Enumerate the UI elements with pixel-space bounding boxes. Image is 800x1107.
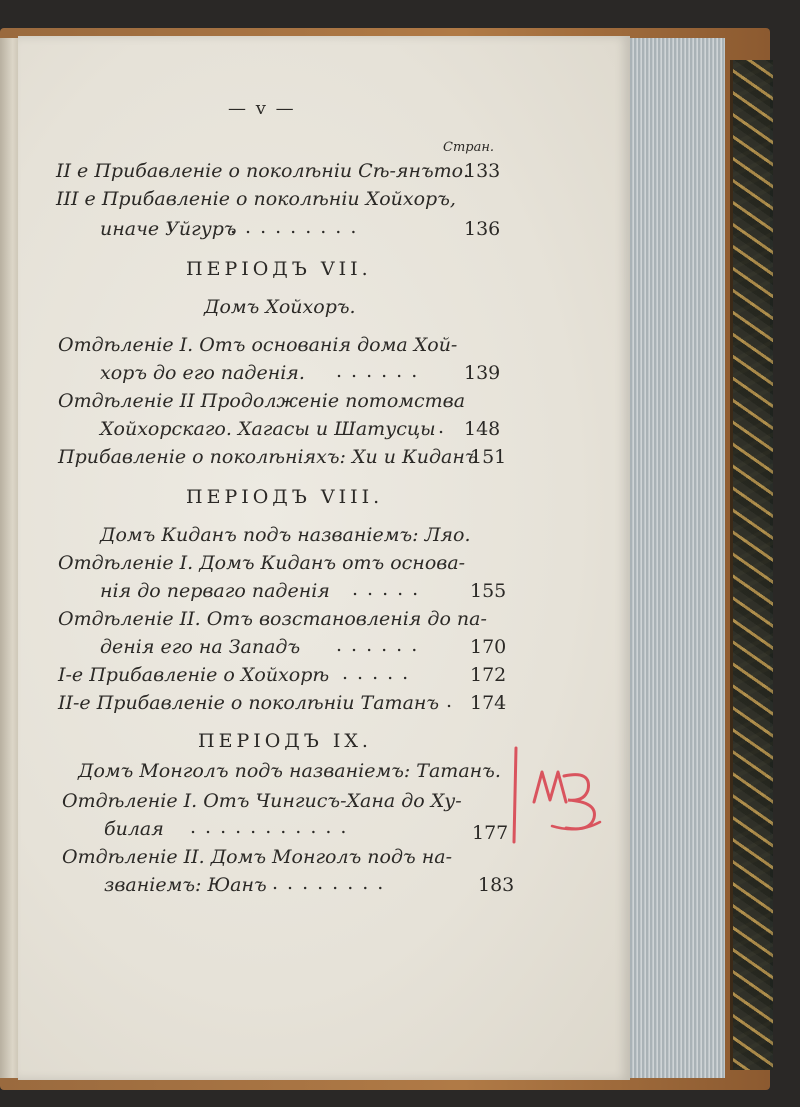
page-numeral: — v —	[228, 98, 296, 119]
toc-line: нія до перваго паденія	[100, 580, 330, 602]
period-heading: ПЕРІОДЪ IX.	[198, 730, 372, 752]
toc-line: иначе Уйгуръ	[100, 218, 237, 240]
toc-page-number: 139	[464, 362, 501, 384]
leader-dots: .........	[230, 216, 366, 238]
toc-line: званіемъ: Юанъ	[104, 874, 267, 896]
leader-dots: ........	[272, 872, 393, 894]
toc-line: Прибавленіе о поколѣніяхъ: Хи и Киданъ	[58, 446, 478, 468]
toc-line: II е Прибавленіе о поколѣніи Сѣ-янъто.	[56, 160, 470, 182]
toc-page-number: 170	[470, 636, 507, 658]
section-heading: Домъ Хойхоръ.	[204, 296, 356, 318]
leader-dots: ......	[336, 634, 427, 656]
toc-page-number: 136	[464, 218, 501, 240]
section-heading: Домъ Киданъ подъ названіемъ: Ляо.	[100, 524, 471, 546]
toc-line: II-е Прибавленіе о поколѣніи Татанъ	[58, 692, 440, 714]
leader-dots: ......	[336, 360, 427, 382]
toc-line: III е Прибавленіе о поколѣніи Хойхоръ,	[56, 188, 456, 210]
toc-line: Отдѣленіе I. Отъ основанія дома Хой-	[58, 334, 458, 356]
page-fore-edge	[628, 38, 725, 1078]
toc-line: Отдѣленіе II. Отъ возстановленія до па-	[58, 608, 487, 630]
section-heading: Домъ Монголъ подъ названіемъ: Татанъ.	[78, 760, 501, 782]
column-header: Стран.	[443, 140, 495, 155]
toc-page-number: 172	[470, 664, 507, 686]
toc-line: Отдѣленіе II Продолженіе потомства	[58, 390, 466, 412]
toc-page-number: 151	[470, 446, 507, 468]
leader-dots: .	[438, 416, 454, 438]
toc-line: Хойхорскаго. Хагасы и Шатусцы	[100, 418, 436, 440]
toc-line: Отдѣленіе I. Домъ Киданъ отъ основа-	[58, 552, 466, 574]
toc-page-number: 133	[464, 160, 501, 182]
leader-dots: .....	[342, 662, 418, 684]
toc-line: I-е Прибавленіе о Хойхорѣ	[58, 664, 330, 686]
marbled-endpaper	[730, 60, 773, 1070]
toc-line: денія его на Западъ	[100, 636, 301, 658]
toc-page-number: 177	[472, 822, 509, 844]
toc-line: Отдѣленіе I. Отъ Чингисъ-Хана до Ху-	[62, 790, 462, 812]
toc-line: Отдѣленіе II. Домъ Монголъ подъ на-	[62, 846, 452, 868]
toc-page-number: 155	[470, 580, 507, 602]
leader-dots: ...........	[190, 816, 356, 838]
leader-dots: .....	[352, 578, 428, 600]
toc-page-number: 174	[470, 692, 507, 714]
toc-page-number: 183	[478, 874, 515, 896]
library-pencil-mark	[508, 742, 604, 852]
period-heading: ПЕРІОДЪ VII.	[186, 258, 372, 280]
leader-dots: .	[446, 690, 462, 712]
toc-line: билая	[104, 818, 164, 840]
toc-line: хоръ до его паденія.	[100, 362, 305, 384]
toc-page-number: 148	[464, 418, 501, 440]
book-page	[18, 36, 630, 1080]
gutter-edge	[0, 38, 18, 1078]
period-heading: ПЕРІОДЪ VIII.	[186, 486, 384, 508]
